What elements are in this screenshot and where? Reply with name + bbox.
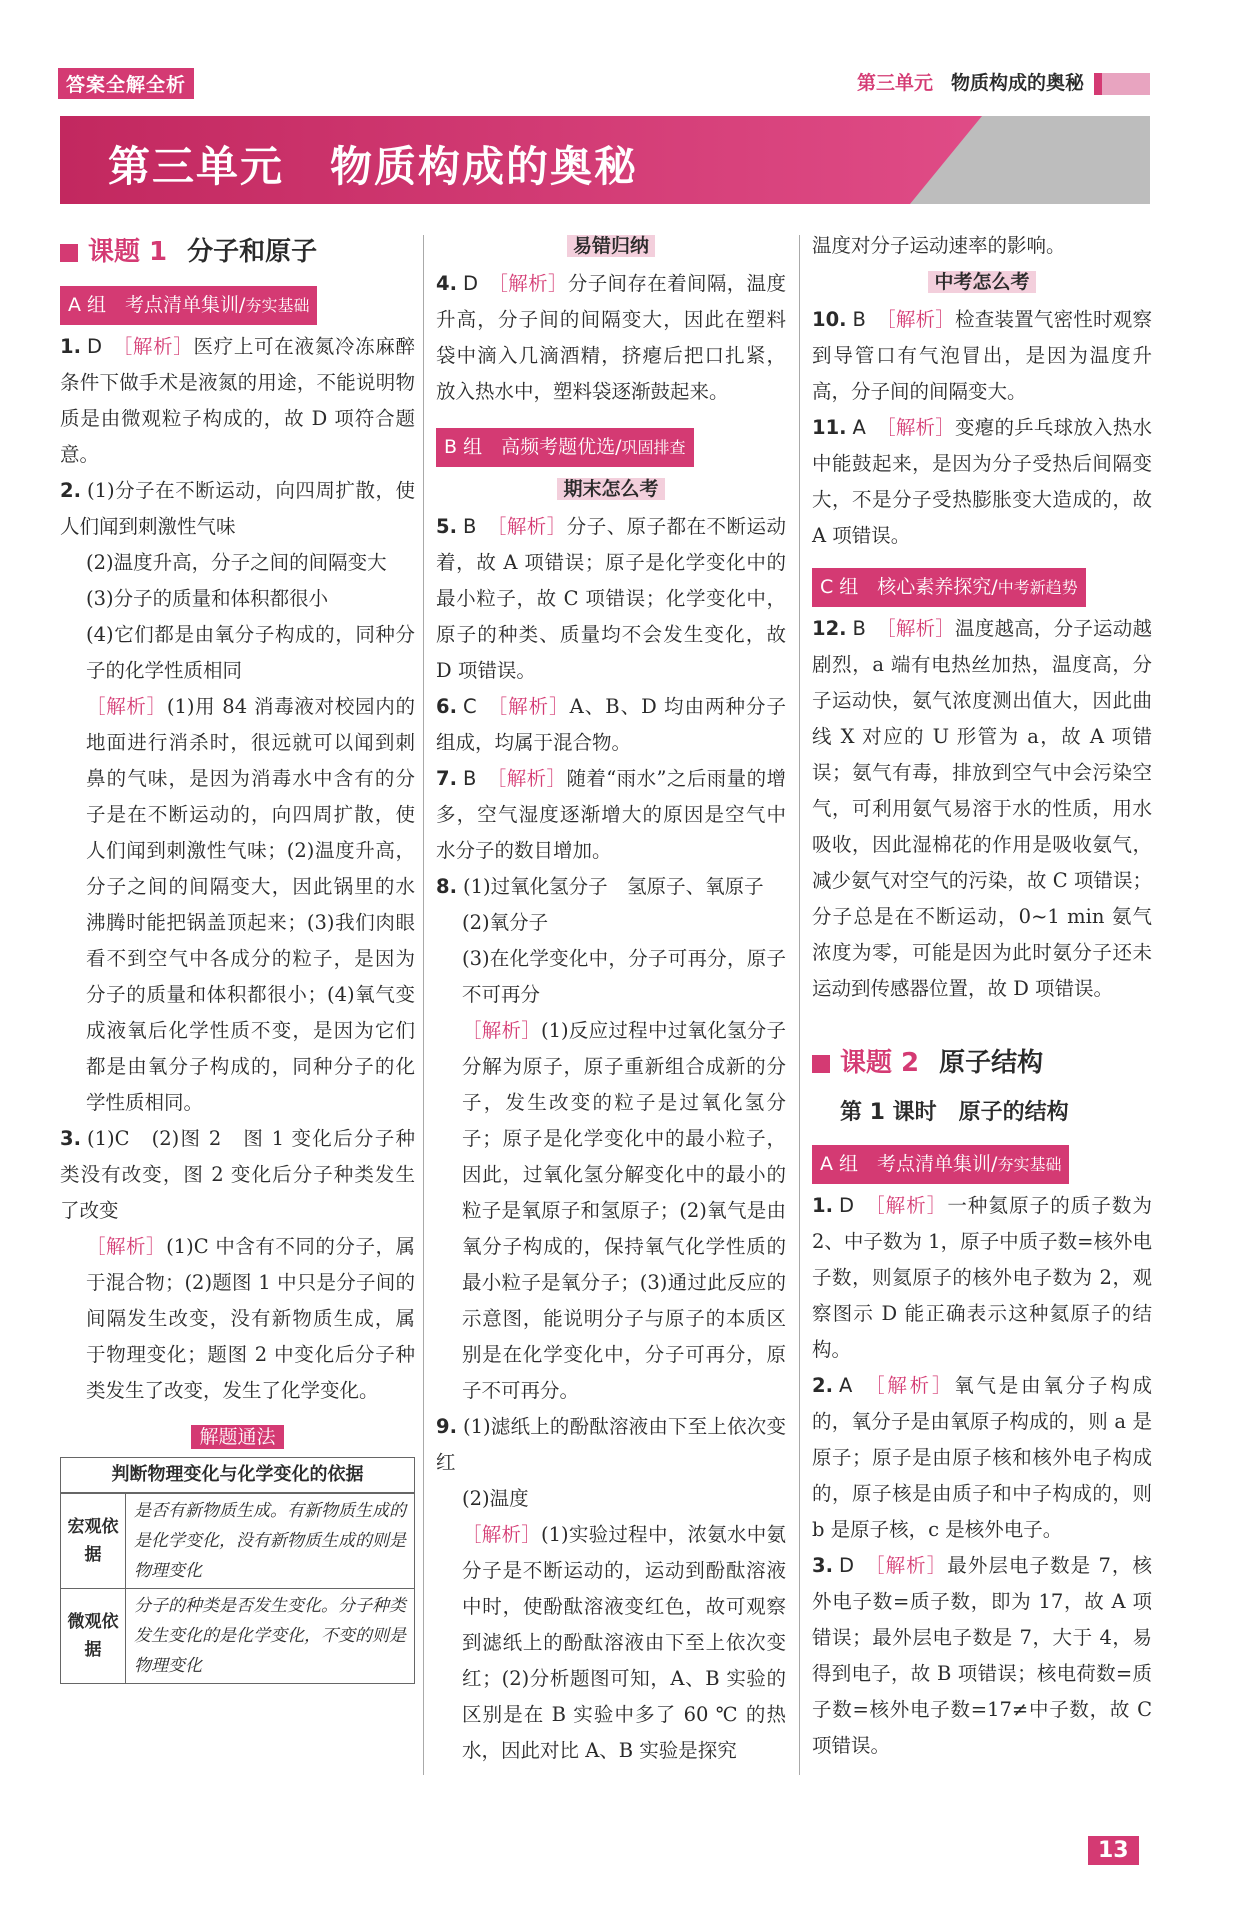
group-label-text: B 组 高频考题优选/ [444, 436, 622, 458]
continued-text: 温度对分子运动速率的影响。 [812, 234, 1066, 257]
unit-banner [60, 116, 1150, 204]
answer-choice: D [838, 1194, 854, 1217]
section-label-yicuo [436, 228, 786, 264]
section-label-text: 中考怎么考 [928, 271, 1035, 293]
section-label-zhongkao [812, 264, 1152, 300]
section-label-qimo [436, 471, 786, 507]
group-label-sub: 巩固排查 [621, 438, 686, 457]
answer-choice: B [852, 308, 866, 331]
question-number: 1. [60, 335, 81, 358]
answer-line [60, 689, 415, 1121]
question-number: 5. [436, 515, 457, 538]
answer-line [436, 509, 786, 689]
tip-box [60, 1457, 415, 1684]
analysis-label: ［解析］ [875, 416, 955, 439]
answer-choice: C [462, 695, 477, 718]
question-number: 10. [812, 308, 847, 331]
answer-text: 变瘪的乒乓球放入热水中能鼓起来，是因为分子受热后间隔变大，不是分子受热膨胀变大造成的，故 A 项错误。 [812, 416, 1152, 547]
group-b-label [436, 428, 694, 467]
analysis-label: ［解析］ [86, 695, 167, 718]
answer-line [436, 905, 786, 941]
group-c-label [812, 568, 1086, 607]
answer-choice: A [852, 416, 866, 439]
group-label-text: A 组 考点清单集训/ [68, 294, 246, 316]
lesson-heading [60, 234, 415, 270]
header-unit-no: 第三单元 [856, 72, 933, 94]
tip-key: 微观依据 [61, 1589, 126, 1684]
question-number: 3. [60, 1127, 81, 1150]
answer-line [60, 581, 415, 617]
question-number: 11. [812, 416, 847, 439]
group-label-sub: 夯实基础 [997, 1155, 1062, 1174]
analysis-label: ［解析］ [86, 1235, 167, 1258]
tip-table [61, 1493, 414, 1683]
answer-choice: D [838, 1554, 854, 1577]
lesson-title: 分子和原子 [187, 237, 318, 267]
analysis-label: ［解析］ [864, 1194, 948, 1217]
analysis-label: ［解析］ [875, 617, 956, 640]
answer-line [436, 941, 786, 1013]
table-row [61, 1589, 414, 1684]
answer-line [812, 1188, 1152, 1368]
answer-text: 分子间存在着间隔，温度升高，分子间的间隔变大，因此在塑料袋中滴入几滴酒精，挤瘪后把口扎紧，放入热水中，塑料袋逐渐鼓起来。 [436, 272, 786, 403]
tip-title: 判断物理变化与化学变化的依据 [61, 1458, 414, 1493]
answer-line [60, 617, 415, 689]
answer-list [812, 302, 1152, 554]
answer-choice: B [852, 617, 866, 640]
answer-text: (3)分子的质量和体积都很小 [86, 587, 329, 610]
answer-line [436, 869, 786, 905]
banner-unit: 第三单元 [108, 142, 285, 191]
answer-line [60, 473, 415, 545]
sub-lesson-no: 第 1 课时 [840, 1100, 937, 1125]
answer-line [812, 410, 1152, 554]
analysis-label: ［解析］ [864, 1554, 948, 1577]
answer-text: (4)它们都是由氧分子构成的，同种分子的化学性质相同 [86, 623, 415, 682]
answer-list [812, 1188, 1152, 1764]
header-tag: 答案全解全析 [58, 68, 194, 99]
answer-text: 氧气是由氧分子构成的，氧分子是由氧原子构成的，则 a 是原子；原子是由原子核和核外电子构成的，原子核是由质子和中子构成的，则 b 是原子核，c 是核外电子。 [812, 1374, 1152, 1541]
question-number: 2. [60, 479, 81, 502]
answer-list [812, 611, 1152, 1007]
banner-title [108, 134, 638, 194]
group-label-text: C 组 核心素养探究/ [820, 576, 998, 598]
answer-text: 最外层电子数是 7，核外电子数=质子数，即为 17，故 A 项错误；最外层电子数是 7，大于 4，易得到电子，故 B 项错误；核电荷数=质子数=核外电子数=17≠中子数，故 C 项错误。 [812, 1554, 1152, 1757]
banner-unit-title: 物质构成的奥秘 [330, 142, 639, 191]
answer-line [812, 611, 1152, 1007]
answer-choice: B [462, 515, 477, 538]
square-icon [60, 244, 78, 262]
group-label-sub: 中考新趋势 [997, 578, 1078, 597]
lesson-heading [812, 1045, 1152, 1081]
answer-text: (2)氧分子 [462, 911, 549, 934]
answer-line [812, 302, 1152, 410]
answer-text: 检查装置气密性时观察到导管口有气泡冒出，是因为温度升高，分子间的间隔变大。 [812, 308, 1152, 403]
answer-text: 随着“雨水”之后雨量的增多，空气湿度逐渐增大的原因是空气中水分子的数目增加。 [436, 767, 786, 862]
answer-list [60, 329, 415, 1409]
table-row [61, 1494, 414, 1589]
question-number: 8. [436, 875, 457, 898]
answer-text: (3)在化学变化中，分子可再分，原子不可再分 [462, 947, 786, 1006]
column-3 [812, 228, 1152, 1764]
question-number: 4. [436, 272, 457, 295]
tip-key: 宏观依据 [61, 1494, 126, 1589]
lesson-number: 课题 1 [88, 237, 168, 267]
answer-list [436, 509, 786, 1769]
analysis-label: ［解析］ [486, 515, 567, 538]
question-number: 12. [812, 617, 847, 640]
answer-text: (1)滤纸上的酚酞溶液由下至上依次变红 [436, 1415, 786, 1474]
answer-line [60, 545, 415, 581]
answer-line [436, 1409, 786, 1481]
answer-line [436, 1013, 786, 1409]
analysis-label: ［解析］ [486, 695, 570, 718]
question-number: 1. [812, 1194, 833, 1217]
sub-lesson-title: 原子的结构 [958, 1100, 1069, 1125]
column-2 [436, 228, 786, 1769]
answer-text: (1)反应过程中过氧化氢分子分解为原子，原子重新组合成新的分子，发生改变的粒子是过氧化氢分子；原子是化学变化中的最小粒子，因此，过氧化氢分解变化中的最小的粒子是氧原子和氢原子；(2)氧气是由氧分子构成的，保持氧气化学性质的最小粒子是氧分子；(3)通过此反应的示意图，能说明分子与原子的本质区别是在化学变化中，分子可再分，原子不可再分。 [462, 1019, 786, 1402]
analysis-label: ［解析］ [486, 767, 567, 790]
header-accent-bar [1094, 73, 1150, 95]
section-label-text: 期末怎么考 [557, 478, 664, 500]
analysis-label: ［解析］ [862, 1374, 955, 1397]
question-number: 7. [436, 767, 457, 790]
answer-text: (1)过氧化氢分子 氢原子、氧原子 [462, 875, 764, 898]
answer-text: (1)C (2)图 2 图 1 变化后分子种类没有改变，图 2 变化后分子种类发生了改变 [60, 1127, 415, 1222]
answer-choice: B [462, 767, 477, 790]
question-number: 3. [812, 1554, 833, 1577]
answer-choice: D [86, 335, 102, 358]
answer-text: 分子、原子都在不断运动着，故 A 项错误；原子是化学变化中的最小粒子，故 C 项错误；化学变化中，原子的种类、质量均不会发生变化，故 D 项错误。 [436, 515, 786, 682]
column-divider [799, 235, 800, 1775]
answer-line [60, 1229, 415, 1409]
answer-line [436, 1481, 786, 1517]
page-number: 13 [1088, 1836, 1139, 1865]
question-number: 9. [436, 1415, 457, 1438]
sub-lesson-heading [840, 1095, 1152, 1131]
analysis-label: ［解析］ [112, 335, 194, 358]
analysis-label: ［解析］ [875, 308, 956, 331]
answer-list [436, 266, 786, 410]
lesson-title: 原子结构 [939, 1048, 1044, 1078]
answer-text: 医疗上可在液氮冷冻麻醉条件下做手术是液氮的用途，不能说明物质是由微观粒子构成的，故 D 项符合题意。 [60, 335, 415, 466]
analysis-label: ［解析］ [462, 1019, 542, 1042]
header-unit [857, 68, 1150, 95]
question-number: 6. [436, 695, 457, 718]
answer-line [436, 266, 786, 410]
question-number: 2. [812, 1374, 833, 1397]
answer-choice: D [462, 272, 478, 295]
answer-choice: A [838, 1374, 853, 1397]
answer-line [60, 329, 415, 473]
answer-line [812, 1368, 1152, 1548]
tip-label: 解题通法 [191, 1425, 283, 1449]
section-label-text: 易错归纳 [567, 235, 655, 257]
answer-line [436, 689, 786, 761]
tip-value: 分子的种类是否发生变化。分子种类发生变化的是化学变化，不变的则是物理变化 [126, 1589, 415, 1684]
column-1 [60, 228, 415, 1684]
group-label-sub: 夯实基础 [245, 296, 310, 315]
tip-value: 是否有新物质生成。有新物质生成的是化学变化，没有新物质生成的则是物理变化 [126, 1494, 415, 1589]
answer-line [436, 761, 786, 869]
answer-text: A、B、D 均由两种分子组成，均属于混合物。 [436, 695, 786, 754]
answer-text: 一种氦原子的质子数为 2、中子数为 1，原子中质子数=核外电子数，则氦原子的核外电子数为 2，观察图示 D 能正确表示这种氦原子的结构。 [812, 1194, 1152, 1361]
square-icon [812, 1055, 830, 1073]
header-unit-title: 物质构成的奥秘 [950, 72, 1084, 94]
group-label-text: A 组 考点清单集训/ [820, 1153, 998, 1175]
answer-line [60, 1121, 415, 1229]
answer-text: (1)C 中含有不同的分子，属于混合物；(2)题图 1 中只是分子间的间隔发生改变，没有新物质生成，属于物理变化；题图 2 中变化后分子种类发生了改变，发生了化学变化。 [86, 1235, 415, 1402]
answer-text: (1)分子在不断运动，向四周扩散，使人们闻到刺激性气味 [60, 479, 415, 538]
lesson-number: 课题 2 [840, 1048, 920, 1078]
answer-line [812, 1548, 1152, 1764]
group-a-label [60, 286, 317, 325]
answer-text: (2)温度升高，分子之间的间隔变大 [86, 551, 387, 574]
answer-text: (2)温度 [462, 1487, 529, 1510]
group-a-label [812, 1145, 1069, 1184]
answer-line [436, 1517, 786, 1769]
answer-text: (1)用 84 消毒液对校园内的地面进行消杀时，很远就可以闻到刺鼻的气味，是因为消毒水中含有的分子是在不断运动的，向四周扩散，使人们闻到刺激性气味；(2)温度升高，分子之间的间隔变大，因此锅里的水沸腾时能把锅盖顶起来；(3)我们肉眼看不到空气中各成分的粒子，是因为分子的质量和体积都很小；(4)氧气变成液氧后化学性质不变，是因为它们都是由氧分子构成的，同种分子的化学性质相同。 [86, 695, 415, 1114]
column-divider [423, 235, 424, 1775]
answer-text: 温度越高，分子运动越剧烈，a 端有电热丝加热，温度高，分子运动快，氨气浓度测出值大，因此曲线 X 对应的 U 形管为 a，故 A 项错误；氨气有毒，排放到空气中会污染空气，可利用氨气易溶于水的性质，用水吸收，因此湿棉花的作用是吸收氨气，减少氨气对空气的污染，故 C 项错误；分子总是在不断运动，0~1 min 氨气浓度为零，可能是因为此时氨分子还未运动到传感器位置，故 D 项错误。 [812, 617, 1152, 1000]
analysis-label: ［解析］ [488, 272, 568, 295]
answer-text: (1)实验过程中，浓氨水中氨分子是不断运动的，运动到酚酞溶液中时，使酚酞溶液变红色，故可观察到滤纸上的酚酞溶液由下至上依次变红；(2)分析题图可知，A、B 实验的区别是在 B 实验中多了 60 ℃ 的热水，因此对比 A、B 实验是探究 [462, 1523, 786, 1762]
analysis-label: ［解析］ [462, 1523, 542, 1546]
tip-header [60, 1419, 415, 1455]
